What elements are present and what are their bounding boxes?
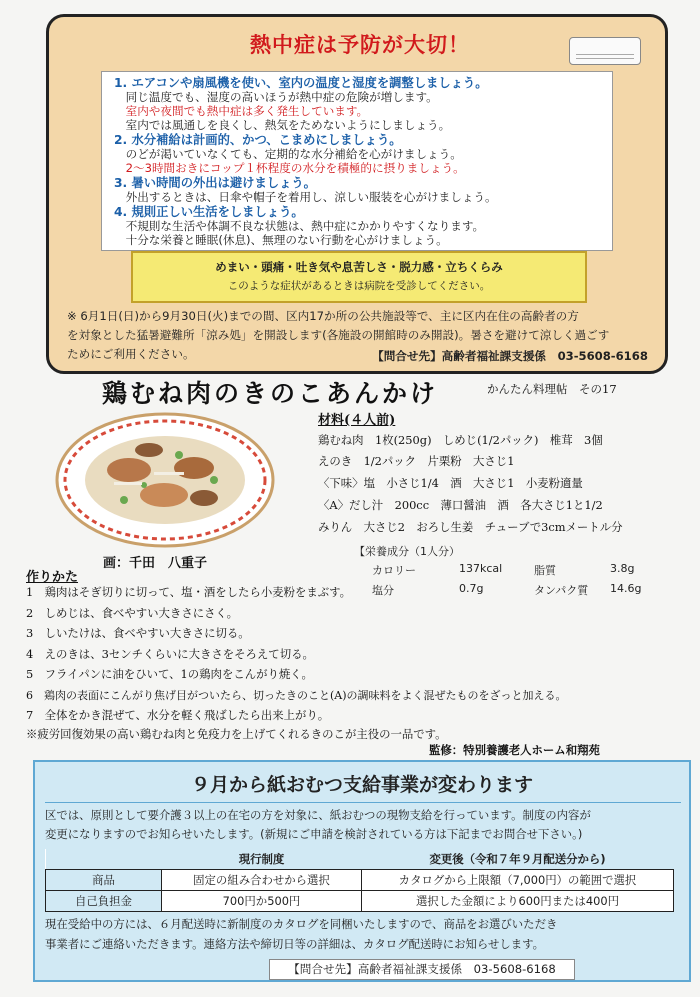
nutrition-value: 14.6g [610,582,642,595]
table-header: 変更後（令和７年９月配送分から) [362,849,674,870]
diaper-box [33,760,691,982]
ingredient-line: 〈A〉だし汁 200cc 薄口醤油 酒 各大さじ1と1/2 [318,498,603,512]
heatstroke-title: 熱中症は予防が大切！ [250,33,470,57]
table-header: 現行制度 [162,849,362,870]
table-row [46,891,674,912]
ingredients-heading: 材料(４人前) [318,413,396,428]
notice-line: を対象とした猛暑避難所「涼み処」を開設します(各施設の開館時のみ開設)。暑さを避けて涼しく過ごす [67,328,610,342]
ingredient-line: 〈下味〉塩 小さじ1/4 酒 大さじ1 小麦粉適量 [318,476,583,490]
recipe-title: 鶏むね肉のきのこあんかけ [102,379,439,408]
nutrition-heading: 【栄養成分（1人分） [354,545,460,558]
step-line: 3 しいたけは、食べやすい大きさに切る。 [26,626,250,640]
list-item: 外出するときは、日傘や帽子を着用し、涼しい服装を心がけましょう。 [114,190,497,204]
step-note: ※疲労回復効果の高い鶏むね肉と免疫力を上げてくれるきのこが主役の一品です。 [26,727,447,741]
diaper-outro: 事業者にご連絡いただきます。連絡方法や締切日等の詳細は、カタログ配送時にお知らせします。 [45,937,545,951]
list-item: のどが渇いていなくても、定期的な水分補給を心がけましょう。 [114,147,462,161]
list-item: 十分な栄養と睡眠(休息)、無理のない行動を心がけましょう。 [114,233,448,247]
ingredient-line: みりん 大さじ2 おろし生姜 チューブで3cmメートル分 [318,520,623,534]
table-cell: 選択した金額により600円または400円 [362,891,674,912]
step-line: 4 えのきは、3センチくらいに大きさをそろえて切る。 [26,647,314,661]
symptoms-list: めまい・頭痛・吐き気や息苦しさ・脱力感・立ちくらみ [215,260,503,274]
table-row [46,870,674,891]
table-row-label: 商品 [46,870,162,891]
ingredient-line: 鶏むね肉 1枚(250g) しめじ(1/2パック) 椎茸 3個 [318,433,603,447]
recipe-series: かんたん料理帖 その17 [487,382,617,396]
prevention-list [101,71,613,251]
list-item: 室内や夜間でも熱中症は多く発生しています。 [114,104,369,118]
list-item: 不規則な生活や体調不良な状態は、熱中症にかかりやすくなります。 [114,219,485,233]
diaper-intro: 区では、原則として要介護３以上の在宅の方を対象に、紙おむつの現物支給を行っています。制度の内容が [45,808,591,822]
step-line: 1 鶏肉はそぎ切りに切って、塩・酒をしたら小麦粉をまぶす。 [26,585,352,599]
list-item: 2. 水分補給は計画的、かつ、こまめにしましょう。 [114,133,402,147]
step-line: 5 フライパンに油をひいて、1の鶏肉をこんがり焼く。 [26,667,313,681]
nutrition-value: 0.7g [459,582,484,595]
step-line: 7 全体をかき混ぜて、水分を軽く飛ばしたら出来上がり。 [26,708,330,722]
list-item: 1. エアコンや扇風機を使い、室内の温度と湿度を調整しましょう。 [114,76,488,90]
table-cell: 固定の組み合わせから選択 [162,870,362,891]
table-cell: 700円か500円 [162,891,362,912]
illustrator-credit: 画：千田 八重子 [103,556,208,571]
ingredient-line: えのき 1/2パック 片栗粉 大さじ1 [318,454,515,468]
recipe-supervisor: 監修：特別養護老人ホーム和翔苑 [429,743,600,757]
diaper-outro: 現在受給中の方には、６月配送時に新制度のカタログを同梱いたしますので、商品をお選びいただき [45,917,558,931]
nutrition-label: カロリー [372,564,416,577]
list-item: 2〜3時間おきにコップ１杯程度の水分を積極的に摂りましょう。 [114,161,465,175]
table-cell: カタログから上限額（7,000円）の範囲で選択 [362,870,674,891]
list-item: 3. 暑い時間の外出は避けましょう。 [114,176,316,190]
heat-contact: 【問合せ先】高齢者福祉課支援係 03-5608-6168 [372,349,648,363]
diaper-contact: 【問合せ先】高齢者福祉課支援係 03-5608-6168 [269,959,575,980]
step-line: 2 しめじは、食べやすい大きさにさく。 [26,606,239,620]
symptoms-note: このような症状があるときは病院を受診してください。 [227,280,491,292]
nutrition-label: 脂質 [534,564,556,577]
nutrition-label: 塩分 [372,584,394,597]
diaper-comparison-table [45,849,674,912]
list-item: 同じ温度でも、湿度の高いほうが熱中症の危険が増します。 [114,90,438,104]
dish-illustration-icon [54,410,276,550]
steps-heading: 作りかた [26,570,79,585]
symptoms-banner [131,251,587,303]
list-item: 室内では風通しを良くし、熱気をためないようにしましょう。 [114,118,451,132]
diaper-intro: 変更になりますのでお知らせいたします。(新規にご申請を検討されている方は下記までお問合せ下さい。) [45,827,583,841]
list-item: 4. 規則正しい生活をしましょう。 [114,205,304,219]
diaper-title: ９月から紙おむつ支給事業が変わります [190,774,533,796]
nutrition-value: 3.8g [610,562,635,575]
nutrition-label: タンパク質 [534,584,589,597]
heatstroke-box [46,14,668,374]
air-conditioner-icon [569,37,641,65]
notice-line: ※ 6月1日(日)から9月30日(火)までの間、区内17か所の公共施設等で、主に区内在住の高齢者の方 [67,309,579,323]
nutrition-value: 137kcal [459,562,503,575]
step-line: 6 鶏肉の表面にこんがり焦げ目がついたら、切ったきのこと(A)の調味料をよく混ぜたものをざっと加える。 [26,689,567,702]
table-row-label: 自己負担金 [46,891,162,912]
notice-line: ためにご利用ください。 [67,347,195,361]
